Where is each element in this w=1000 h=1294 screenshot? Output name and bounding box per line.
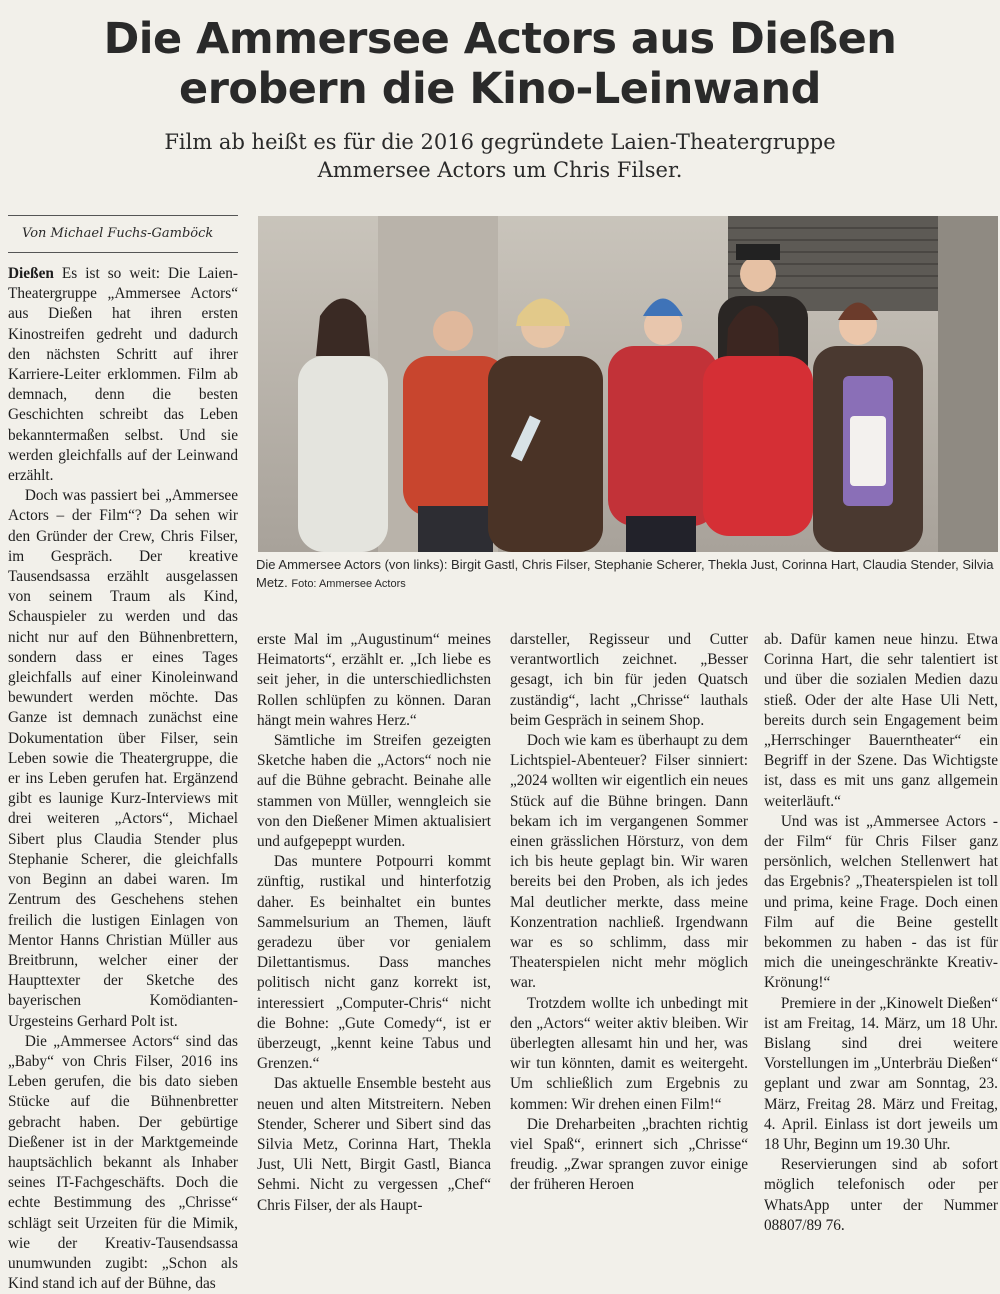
paragraph-text: Es ist so weit: Die Laien-Theatergruppe „Ammersee Actors“ aus Dießen hat ihren ersten Kinostreifen gedreht und dadurch den nächsten Schritt auf ihrer Karriere-Leiter erklommen. Film ab demnach, denn die besten Geschichten schreibt das Leben bekanntermaßen selbst. Und sie werden gleichfalls auf der Leinwand erzählt. bbox=[8, 265, 238, 485]
group-photo-icon bbox=[258, 216, 998, 552]
caption-text: Die Ammersee Actors (von links): Birgit Gastl, Chris Filser, Stephanie Scherer, Thekla Just, Corinna Hart, Claudia Stender, Silvia Metz. bbox=[256, 557, 994, 590]
paragraph: Trotzdem wollte ich unbedingt mit den „Actors“ weiter aktiv bleiben. Wir überlegten allesamt hin und her, was wir tun könnten, damit es weitergeht. Um schließlich zum Ergebnis zu kommen: Wir drehen einen Film!“ bbox=[510, 994, 748, 1113]
byline: Von Michael Fuchs-Gamböck bbox=[22, 226, 214, 241]
paragraph: Und was ist „Ammersee Actors - der Film“ für Chris Filser ganz persönlich, welchen Stellenwert hat das Ergebnis? „Theaterspielen ist toll und prima, keine Frage. Doch einen Film auf die Beine gestellt bekommen zu haben - das ist für mich die uneingeschränkte Kreativ-Krönung!“ bbox=[764, 812, 998, 992]
dateline: Dießen bbox=[8, 265, 54, 282]
text-column-2 bbox=[257, 630, 491, 1220]
text-column-1 bbox=[8, 264, 238, 1293]
paragraph: Das muntere Potpourri kommt zünftig, rustikal und hinterfotzig daher. Es beinhaltet ein buntes Sammelsurium an Themen, läuft geradezu über vor genialem Dilettantismus. Dass manches politisch nicht ganz korrekt ist, interessiert „Computer-Chris“ nicht die Bohne: „Gute Comedy“, ist er überzeugt, „kennt keine Tabus und Grenzen.“ bbox=[257, 853, 491, 1073]
paragraph: Reservierungen sind ab sofort möglich telefonisch oder per WhatsApp unter der Nummer 08807/89 76. bbox=[764, 1156, 998, 1234]
subheadline bbox=[0, 128, 1000, 184]
paragraph: Premiere in der „Kinowelt Dießen“ ist am Freitag, 14. März, um 18 Uhr. Bislang sind drei weitere Vorstellungen im „Unterbräu Dießen“ geplant und zwar am Sonntag, 23. März, Freitag 28. März und Freitag, 4. April. Einlass ist dort jeweils um 18 Uhr, Beginn um 19.30 Uhr. bbox=[764, 994, 998, 1154]
paragraph: erste Mal im „Augustinum“ meines Heimatorts“, erzählt er. „Ich liebe es seit jeher, in die unterschiedlichsten Rollen schlüpfen zu können. Daran hängt mein wahres Herz.“ bbox=[257, 631, 491, 729]
text-column-3 bbox=[510, 630, 748, 1220]
group-photo bbox=[258, 216, 998, 552]
headline bbox=[0, 14, 1000, 114]
paragraph: Die „Ammersee Actors“ sind das „Baby“ von Chris Filser, 2016 ins Leben gerufen, die bis dato sieben Stücke auf die Bühnenbretter gebracht haben. Der gebürtige Dießener ist in der Marktgemeinde hauptsächlich bekannt als Inhaber seines IT-Fachgeschäfts. Doch die echte Bestimmung des „Chrisse“ schlägt seit Urzeiten für die Mimik, wie der Kreativ-Tausendsassa unumwunden zugibt: „Schon als Kind stand ich auf der Bühne, das bbox=[8, 1032, 238, 1293]
paragraph: ab. Dafür kamen neue hinzu. Etwa Corinna Hart, die sehr talentiert ist und über die sozialen Medien dazu stieß. Oder der alte Hase Uli Nett, bereits durch sein Engagement beim „Herrschinger Bauerntheater“ ein Begriff in der Szene. Das Wichtigste ist, dass es mit uns ganz allgemein weiterläuft.“ bbox=[764, 631, 998, 810]
photo-credit: Foto: Ammersee Actors bbox=[291, 578, 406, 590]
photo-caption bbox=[256, 556, 996, 593]
paragraph: Doch wie kam es überhaupt zu dem Lichtspiel-Abenteuer? Filser sinniert: „2024 wollten wir eigentlich ein neues Stück auf die Bühne bringen. Dann bekam ich im vergangenen Sommer einen grässlichen Hörsturz, von dem ich bis heute geplagt bin. Wir waren bereits bei den Proben, als ich jedes Mal deutlicher merkte, dass meine Konzentration nachließ. Irgendwann war es so schlimm, dass mir Theaterspielen nicht mehr möglich war. bbox=[510, 732, 748, 992]
paragraph: Doch was passiert bei „Ammersee Actors – der Film“? Da sehen wir den Gründer der Crew, Chris Filser, im Gespräch. Der kreative Tausendsassa erzählt ausgelassen von seinem Traum als Kind, Schauspieler zu werden und das nicht nur auf den Bühnenbrettern, sondern dass er eines Tages gleichfalls auf einer Kinoleinwand bewundert werden möchte. Das Ganze ist demnach zunächst eine Dokumentation über Filser, sein Leben sowie die Theatergruppe, die er ins Leben gerufen hat. Ergänzend gibt es launige Kurz-Interviews mit drei weiteren „Actors“, Michael Sibert plus Claudia Stender plus Stephanie Scherer, die gleichfalls von Beginn an dabei waren. Im Zentrum des Geschehens stehen freilich die lustigen Einlagen von Mentor Hanns Christian Müller aus Breitbrunn, welcher einer der Haupttexter der Sketche des bayerischen Komödianten-Urgesteins Gerhard Polt ist. bbox=[8, 487, 238, 1030]
subheadline-line-2: Ammersee Actors um Chris Filser. bbox=[317, 158, 683, 182]
subheadline-line-1: Film ab heißt es für die 2016 gegründete Laien-Theatergruppe bbox=[164, 130, 836, 154]
paragraph: Die Dreharbeiten „brachten richtig viel Spaß“, erinnert sich „Chrisse“ freudig. „Zwar sprangen zuvor einige der früheren Heroen bbox=[510, 1115, 748, 1194]
byline-rule-top bbox=[8, 215, 238, 216]
paragraph: Das aktuelle Ensemble besteht aus neuen und alten Mitstreitern. Neben Stender, Scherer und Sibert sind das Silvia Metz, Corinna Hart, Thekla Just, Uli Nett, Birgit Gastl, Bianca Sehmi. Nicht zu vergessen „Chef“ Chris Filser, der als Haupt- bbox=[257, 1075, 491, 1214]
headline-line-1: Die Ammersee Actors aus Dießen bbox=[103, 14, 897, 64]
byline-rule-bottom bbox=[8, 252, 238, 253]
paragraph: darsteller, Regisseur und Cutter verantwortlich zeichnet. „Besser gesagt, ich bin für jeden Quatsch zuständig“, lacht „Chrisse“ lauthals beim Gespräch in seinem Shop. bbox=[510, 631, 748, 729]
paragraph bbox=[8, 264, 238, 486]
headline-line-2: erobern die Kino-Leinwand bbox=[179, 64, 821, 114]
paragraph: Sämtliche im Streifen gezeigten Sketche haben die „Actors“ noch nie auf die Bühne gebracht. Beinahe alle stammen von Müller, wenngleich sie von den Dießener Mimen aktualisiert und aufgepeppt wurden. bbox=[257, 732, 491, 851]
text-column-4 bbox=[764, 630, 998, 1234]
